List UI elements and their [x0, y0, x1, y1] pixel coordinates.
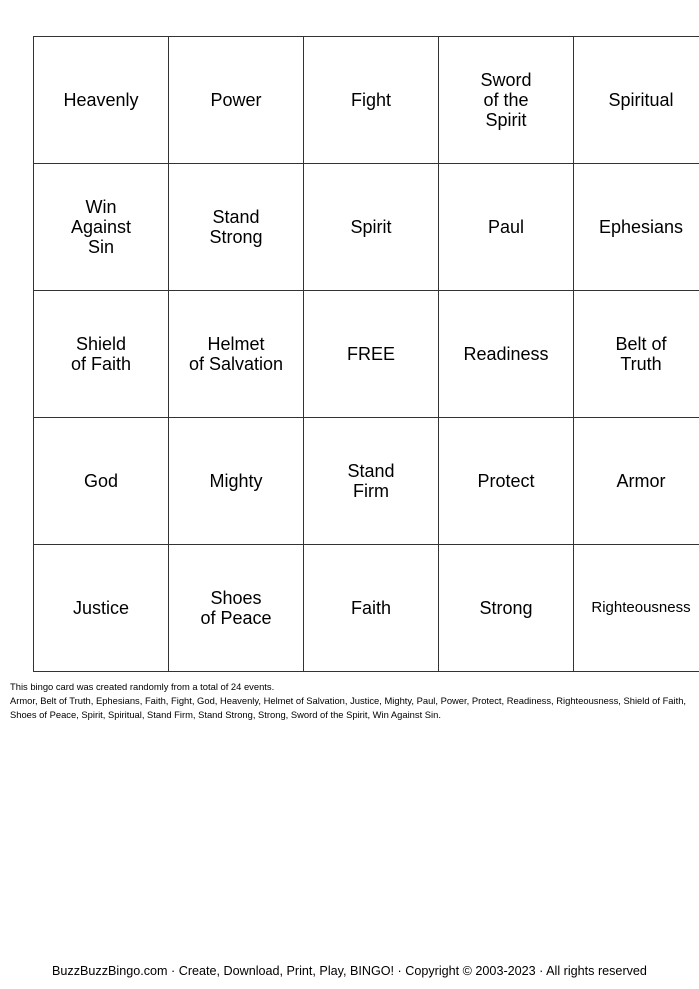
- bingo-cell: Shoes of Peace: [169, 545, 304, 672]
- bingo-cell: Power: [169, 37, 304, 164]
- bingo-cell: Fight: [304, 37, 439, 164]
- bingo-cell: Helmet of Salvation: [169, 291, 304, 418]
- events-list: Armor, Belt of Truth, Ephesians, Faith, Fight, God, Heavenly, Helmet of Salvation, Justice, Mighty, Paul, Power, Protect, Readiness, Righteousness, Shield of Faith, Shoes of Peace, Spirit, Spiritual, Stand Firm, Stand Strong, Strong, Sword of the Spirit, Win Against Sin.: [10, 695, 687, 720]
- bingo-cell: Armor: [574, 418, 699, 545]
- bingo-cell: Readiness: [439, 291, 574, 418]
- bingo-cell: Spiritual: [574, 37, 699, 164]
- bingo-cell: Stand Strong: [169, 164, 304, 291]
- bingo-row: [34, 418, 699, 545]
- card-info: [10, 680, 692, 722]
- free-space-cell: FREE: [304, 291, 439, 418]
- created-note: This bingo card was created randomly from a total of 24 events.: [10, 681, 275, 692]
- bingo-cell: Belt of Truth: [574, 291, 699, 418]
- bingo-cell: Heavenly: [34, 37, 169, 164]
- bingo-cell: Ephesians: [574, 164, 699, 291]
- bingo-cell: Strong: [439, 545, 574, 672]
- bingo-cell: God: [34, 418, 169, 545]
- bingo-card: [33, 36, 699, 672]
- bingo-row: [34, 164, 699, 291]
- bingo-cell: Stand Firm: [304, 418, 439, 545]
- footer: BuzzBuzzBingo.com · Create, Download, Print, Play, BINGO! · Copyright © 2003-2023 · All rights reserved: [52, 964, 647, 978]
- bingo-cell: Win Against Sin: [34, 164, 169, 291]
- bingo-cell: Righteousness: [574, 545, 699, 672]
- bingo-cell: Spirit: [304, 164, 439, 291]
- bingo-row: [34, 291, 699, 418]
- bingo-cell: Mighty: [169, 418, 304, 545]
- bingo-cell: Justice: [34, 545, 169, 672]
- bingo-row: [34, 37, 699, 164]
- bingo-cell: Paul: [439, 164, 574, 291]
- bingo-row: [34, 545, 699, 672]
- bingo-cell: Shield of Faith: [34, 291, 169, 418]
- bingo-cell: Sword of the Spirit: [439, 37, 574, 164]
- bingo-cell: Protect: [439, 418, 574, 545]
- bingo-cell: Faith: [304, 545, 439, 672]
